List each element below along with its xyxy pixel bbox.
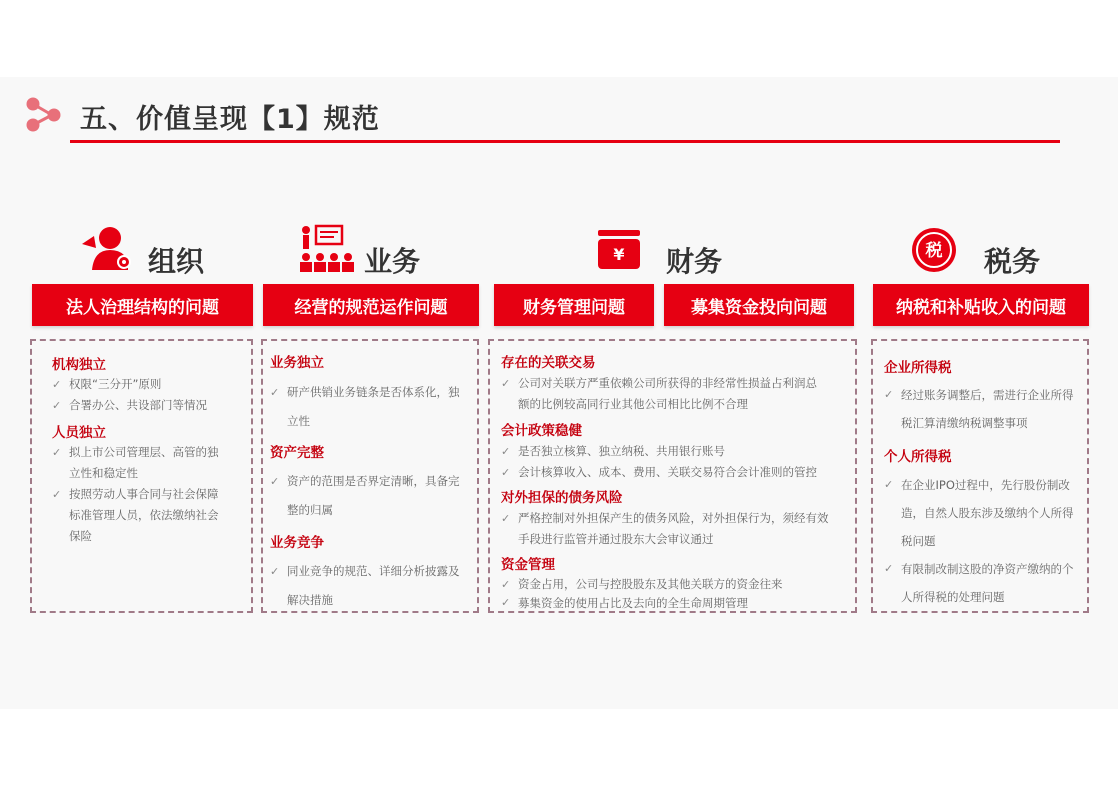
bar-tax-subsidy: 纳税和补贴收入的问题 [873,284,1089,326]
check-icon: ✓ [884,562,894,575]
molecule-logo-icon [24,97,64,133]
list-item: ✓ 权限“三分开”原则 [52,374,161,395]
box-business [261,339,479,613]
list-item: ✓ 有限制改制这股的净资产缴纳的个 人所得税的处理问题 [884,555,1074,611]
category-label: 税务 [984,245,1041,278]
svg-text:税: 税 [925,241,943,261]
tax-seal-icon [910,226,958,274]
list-item: ✓ 募集资金的使用占比及去向的全生命周期管理 [501,596,748,610]
list-item: ✓ 会计核算收入、成本、费用、关联交易符合会计准则的管控 [501,462,817,483]
svg-text:¥: ¥ [613,245,625,264]
bar-financial-management: 财务管理问题 [494,284,654,326]
section-title: 资金管理 [501,557,555,573]
list-item: ✓ 在企业IPO过程中，先行股份制改 造，自然人股东涉及缴纳个人所得 税问题 [884,471,1074,555]
list-item: ✓ 严格控制对外担保产生的债务风险，对外担保行为，须经有效 手段进行监管并通过股东大会审议通过 [501,508,829,550]
list-item: ✓ 是否独立核算、独立纳税、共用银行账号 [501,441,725,462]
list-item: ✓ 资产的范围是否界定清晰，具备完 整的归属 [270,467,460,525]
category-fin [596,224,736,278]
check-icon: ✓ [884,478,894,491]
list-item: ✓ 经过账务调整后，需进行企业所得 税汇算清缴纳税调整事项 [884,381,1074,437]
check-icon: ✓ [501,512,511,525]
section-title: 个人所得税 [884,449,952,465]
list-item: ✓ 拟上市公司管理层、高管的独 立性和稳定性 [52,442,219,484]
check-icon: ✓ [52,446,62,459]
section-title: 业务竞争 [270,535,324,551]
list-item: ✓ 研产供销业务链条是否体系化，独 立性 [270,378,460,436]
check-icon: ✓ [501,596,511,609]
bar-operations: 经营的规范运作问题 [263,284,479,326]
list-item: ✓ 公司对关联方严重依赖公司所获得的非经常性损益占利润总 额的比例较高同行业其他公司相比比例不合理 [501,373,817,415]
bar-governance: 法人治理结构的问题 [32,284,253,326]
check-icon: ✓ [501,578,511,591]
section-title: 对外担保的债务风险 [501,490,623,506]
category-label: 业务 [364,245,421,278]
check-icon: ✓ [52,378,62,391]
box-finance [488,339,857,613]
section-title: 企业所得税 [884,360,952,376]
check-icon: ✓ [501,377,511,390]
list-item: ✓ 同业竞争的规范、详细分析披露及 解决措施 [270,557,460,615]
section-title: 业务独立 [270,355,324,371]
page-title: 五、价值呈现【1】规范 [80,104,380,135]
check-icon: ✓ [501,445,511,458]
section-title: 会计政策稳健 [501,423,582,439]
section-title: 人员独立 [52,425,106,441]
person-gear-icon [80,226,136,272]
category-label: 组织 [148,245,205,278]
check-icon: ✓ [884,388,894,401]
bar-fundraising: 募集资金投向问题 [664,284,854,326]
list-item: ✓ 资金占用，公司与控股股东及其他关联方的资金往来 [501,574,783,595]
category-biz [298,224,438,278]
section-title: 资产完整 [270,445,324,461]
check-icon: ✓ [270,565,280,578]
title-divider [70,140,1060,143]
check-icon: ✓ [270,475,280,488]
section-title: 存在的关联交易 [501,355,596,371]
presentation-team-icon [298,224,354,276]
list-item: ✓ 合署办公、共设部门等情况 [52,395,207,416]
check-icon: ✓ [52,488,62,501]
category-label: 财务 [666,245,723,278]
category-org [80,224,220,278]
check-icon: ✓ [270,386,280,399]
box-tax [871,339,1089,613]
category-tax [910,224,1060,278]
section-title: 机构独立 [52,357,106,373]
list-item: ✓ 按照劳动人事合同与社会保障 标准管理人员，依法缴纳社会 保险 [52,484,219,547]
box-organization [30,339,253,613]
check-icon: ✓ [52,399,62,412]
check-icon: ✓ [501,466,511,479]
yen-wallet-icon [596,228,642,270]
